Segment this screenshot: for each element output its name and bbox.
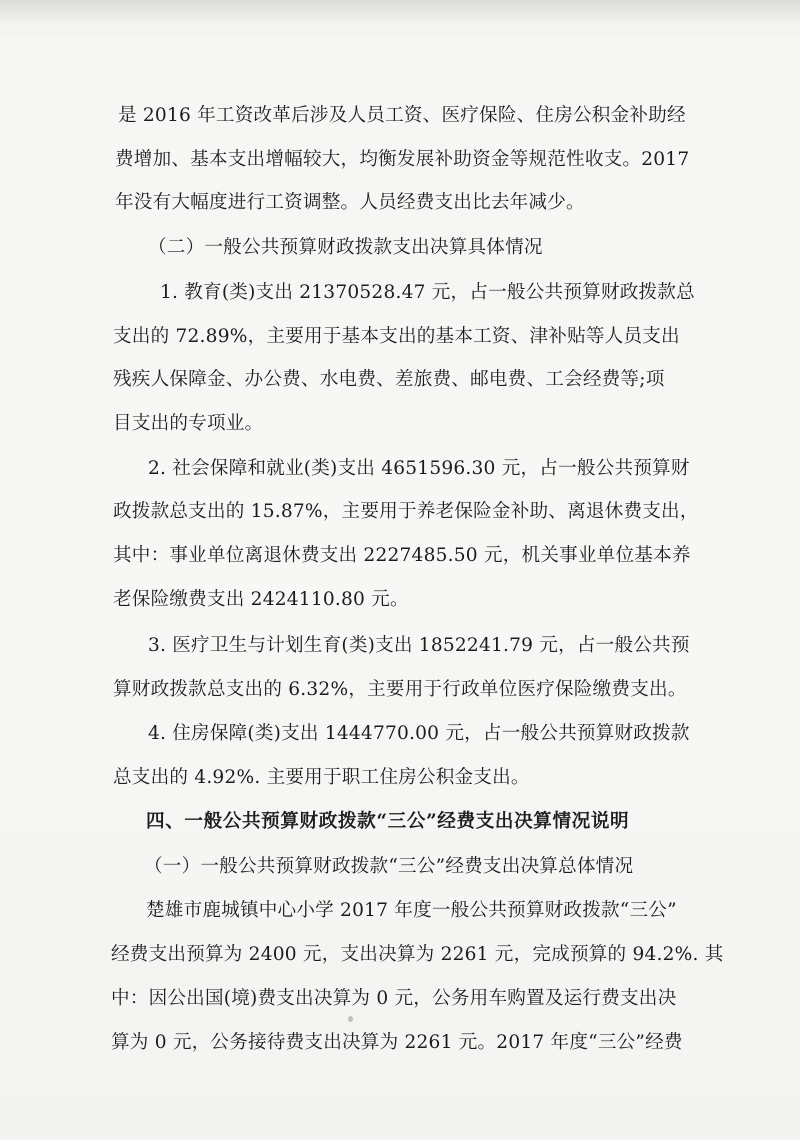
text-line-3: 年没有大幅度进行工资调整。人员经费支出比去年减少。: [115, 192, 585, 213]
text-line-1: 是 2016 年工资改革后涉及人员工资、医疗保险、住房公积金补助经: [118, 105, 686, 126]
text-line-12: 老保险缴费支出 2424110.80 元。: [113, 589, 409, 610]
text-line-6: 支出的 72.89%，主要用于基本支出的基本工资、津补贴等人员支出: [113, 326, 680, 347]
text-line-22: 算为 0 元，公务接待费支出决算为 2261 元。2017 年度“三公”经费: [111, 1032, 683, 1053]
text-line-8: 目支出的专项业。: [113, 413, 264, 434]
text-line-20: 经费支出预算为 2400 元，支出决算为 2261 元，完成预算的 94.2%. 其: [111, 944, 724, 965]
scan-speck: [348, 1016, 353, 1022]
text-line-2: 费增加、基本支出增幅较大，均衡发展补助资金等规范性收支。2017: [115, 149, 690, 170]
text-line-16: 总支出的 4.92%. 主要用于职工住房公积金支出。: [113, 767, 530, 788]
section-heading-4: 四、一般公共预算财政拨款“三公”经费支出决算情况说明: [146, 811, 630, 832]
text-line-7: 残疾人保障金、办公费、水电费、差旅费、邮电费、工会经费等;项: [113, 369, 665, 390]
text-line-10: 政拨款总支出的 15.87%，主要用于养老保险金补助、离退休费支出，: [113, 501, 699, 522]
section-subheading-2: （二）一般公共预算财政拨款支出决算具体情况: [148, 237, 543, 258]
text-line-9: 2. 社会保障和就业(类)支出 4651596.30 元，占一般公共预算财: [148, 458, 690, 479]
text-line-21: 中：因公出国(境)费支出决算为 0 元，公务用车购置及运行费支出决: [111, 988, 677, 1009]
text-line-5: 1. 教育(类)支出 21370528.47 元，占一般公共预算财政拨款总: [160, 282, 695, 303]
text-line-15: 4. 住房保障(类)支出 1444770.00 元，占一般公共预算财政拨款: [148, 723, 690, 744]
text-line-13: 3. 医疗卫生与计划生育(类)支出 1852241.79 元，占一般公共预: [148, 635, 690, 656]
text-line-11: 其中：事业单位离退休费支出 2227485.50 元，机关事业单位基本养: [113, 545, 691, 566]
section-subheading-4-1: （一）一般公共预算财政拨款“三公”经费支出决算总体情况: [144, 856, 634, 877]
text-line-14: 算财政拨款总支出的 6.32%，主要用于行政单位医疗保险缴费支出。: [113, 679, 687, 700]
text-line-19: 楚雄市鹿城镇中心小学 2017 年度一般公共预算财政拨款“三公”: [146, 900, 677, 921]
scan-shadow: [0, 0, 800, 22]
